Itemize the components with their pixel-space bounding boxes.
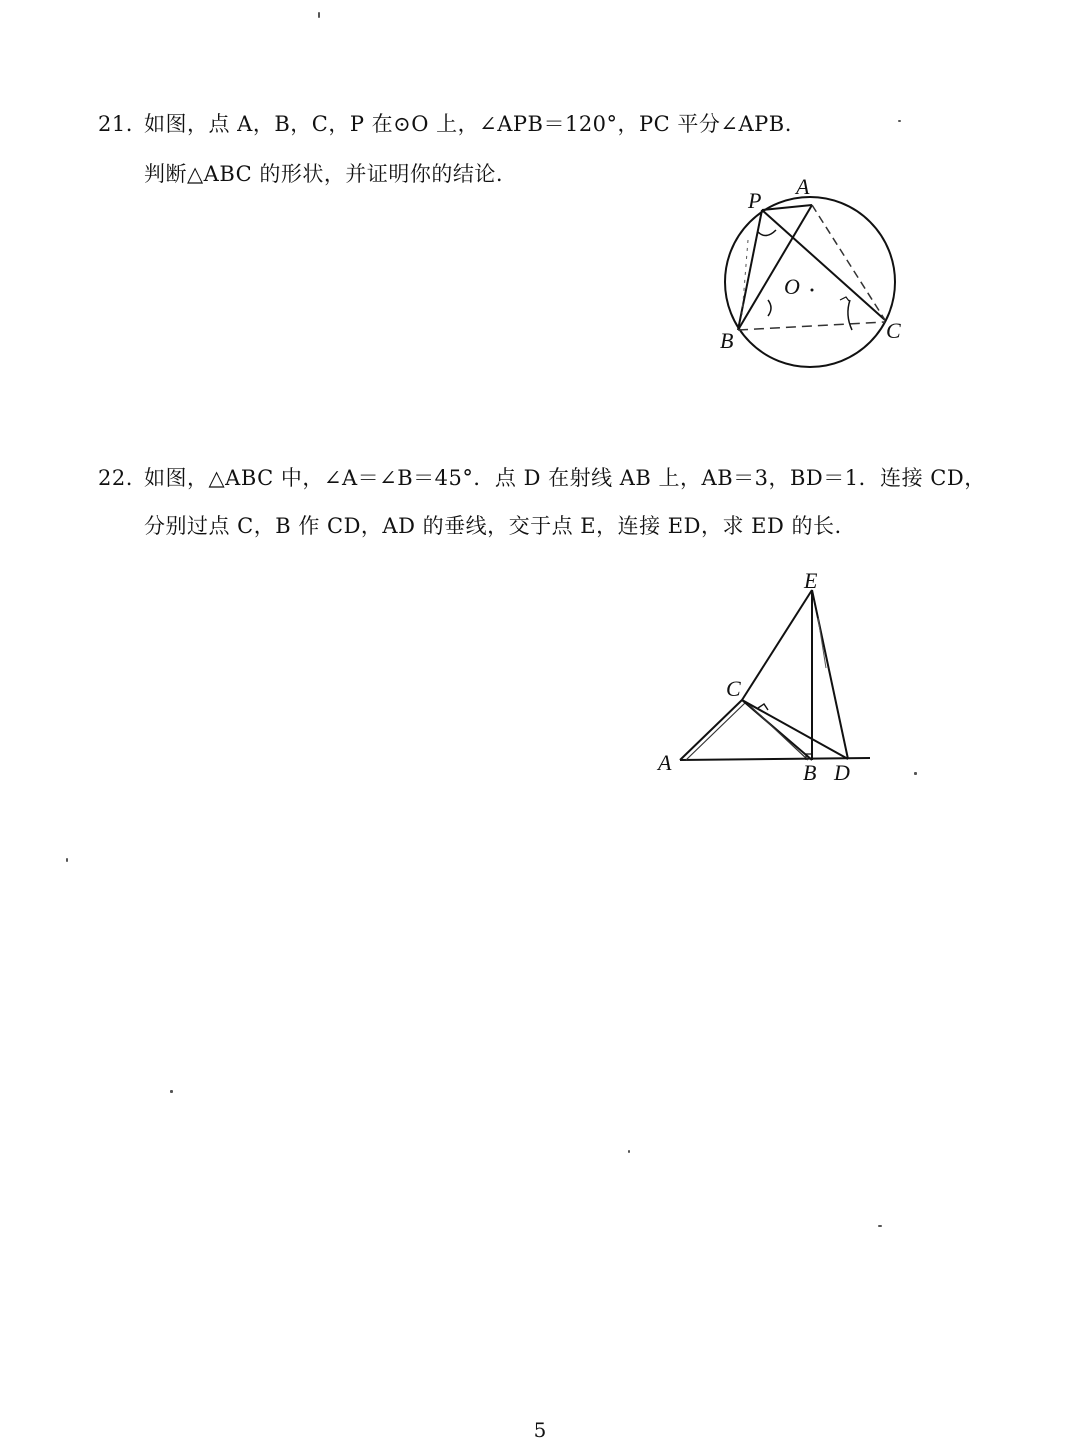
q22-line-2: 分别过点 C，B 作 CD，AD 的垂线，交于点 E，连接 ED，求 ED 的长. — [144, 514, 842, 538]
q21-circle-diagram — [700, 170, 930, 385]
chord-pc — [762, 210, 885, 320]
q22-triangle-diagram — [650, 568, 890, 788]
line-cd — [742, 700, 848, 759]
label-c: C — [886, 318, 901, 343]
center-point-o — [811, 289, 814, 292]
circle-o — [725, 197, 895, 367]
angle-mark-c — [848, 300, 852, 330]
scan-speck — [878, 1225, 882, 1227]
q21-line-1 — [98, 110, 792, 138]
scan-speck — [318, 12, 320, 18]
angle-mark-c2 — [840, 297, 849, 301]
label-p: P — [748, 188, 762, 213]
line-ce — [742, 590, 812, 700]
label-o: O — [784, 274, 800, 299]
line-ac-pencil — [686, 702, 746, 760]
angle-mark-b — [768, 300, 771, 316]
q21-number: 21. — [98, 112, 133, 136]
q21-line-2: 判断△ABC 的形状，并证明你的结论. — [144, 162, 504, 186]
label-b: B — [803, 760, 817, 785]
chord-bc-dashed — [738, 322, 885, 330]
line-ac — [680, 700, 742, 760]
q21-text-1: 如图，点 A，B，C，P 在⊙O 上，∠APB＝120°，PC 平分∠APB. — [144, 112, 792, 136]
label-c: C — [726, 676, 741, 701]
label-e: E — [804, 568, 818, 593]
scan-speck — [628, 1150, 630, 1153]
angle-mark-p — [758, 230, 776, 236]
q22-line-1 — [98, 464, 986, 492]
scan-speck — [898, 120, 901, 122]
q22-number: 22. — [98, 466, 133, 490]
label-b: B — [720, 328, 734, 353]
label-a: A — [796, 174, 810, 199]
line-ed — [812, 590, 848, 759]
scan-speck — [914, 772, 917, 775]
page-number: 5 — [533, 1418, 547, 1442]
q21-figure — [700, 170, 930, 389]
label-a: A — [658, 750, 672, 775]
line-cb — [742, 700, 812, 760]
scan-speck — [66, 858, 68, 862]
label-d: D — [834, 760, 850, 785]
q22-figure — [650, 568, 890, 792]
chord-pb — [738, 210, 762, 330]
q22-text-1: 如图，△ABC 中，∠A＝∠B＝45°．点 D 在射线 AB 上，AB＝3，BD＝1．连接 CD， — [144, 466, 986, 490]
scan-speck — [170, 1090, 173, 1093]
pencil-mark-ed — [818, 618, 826, 668]
